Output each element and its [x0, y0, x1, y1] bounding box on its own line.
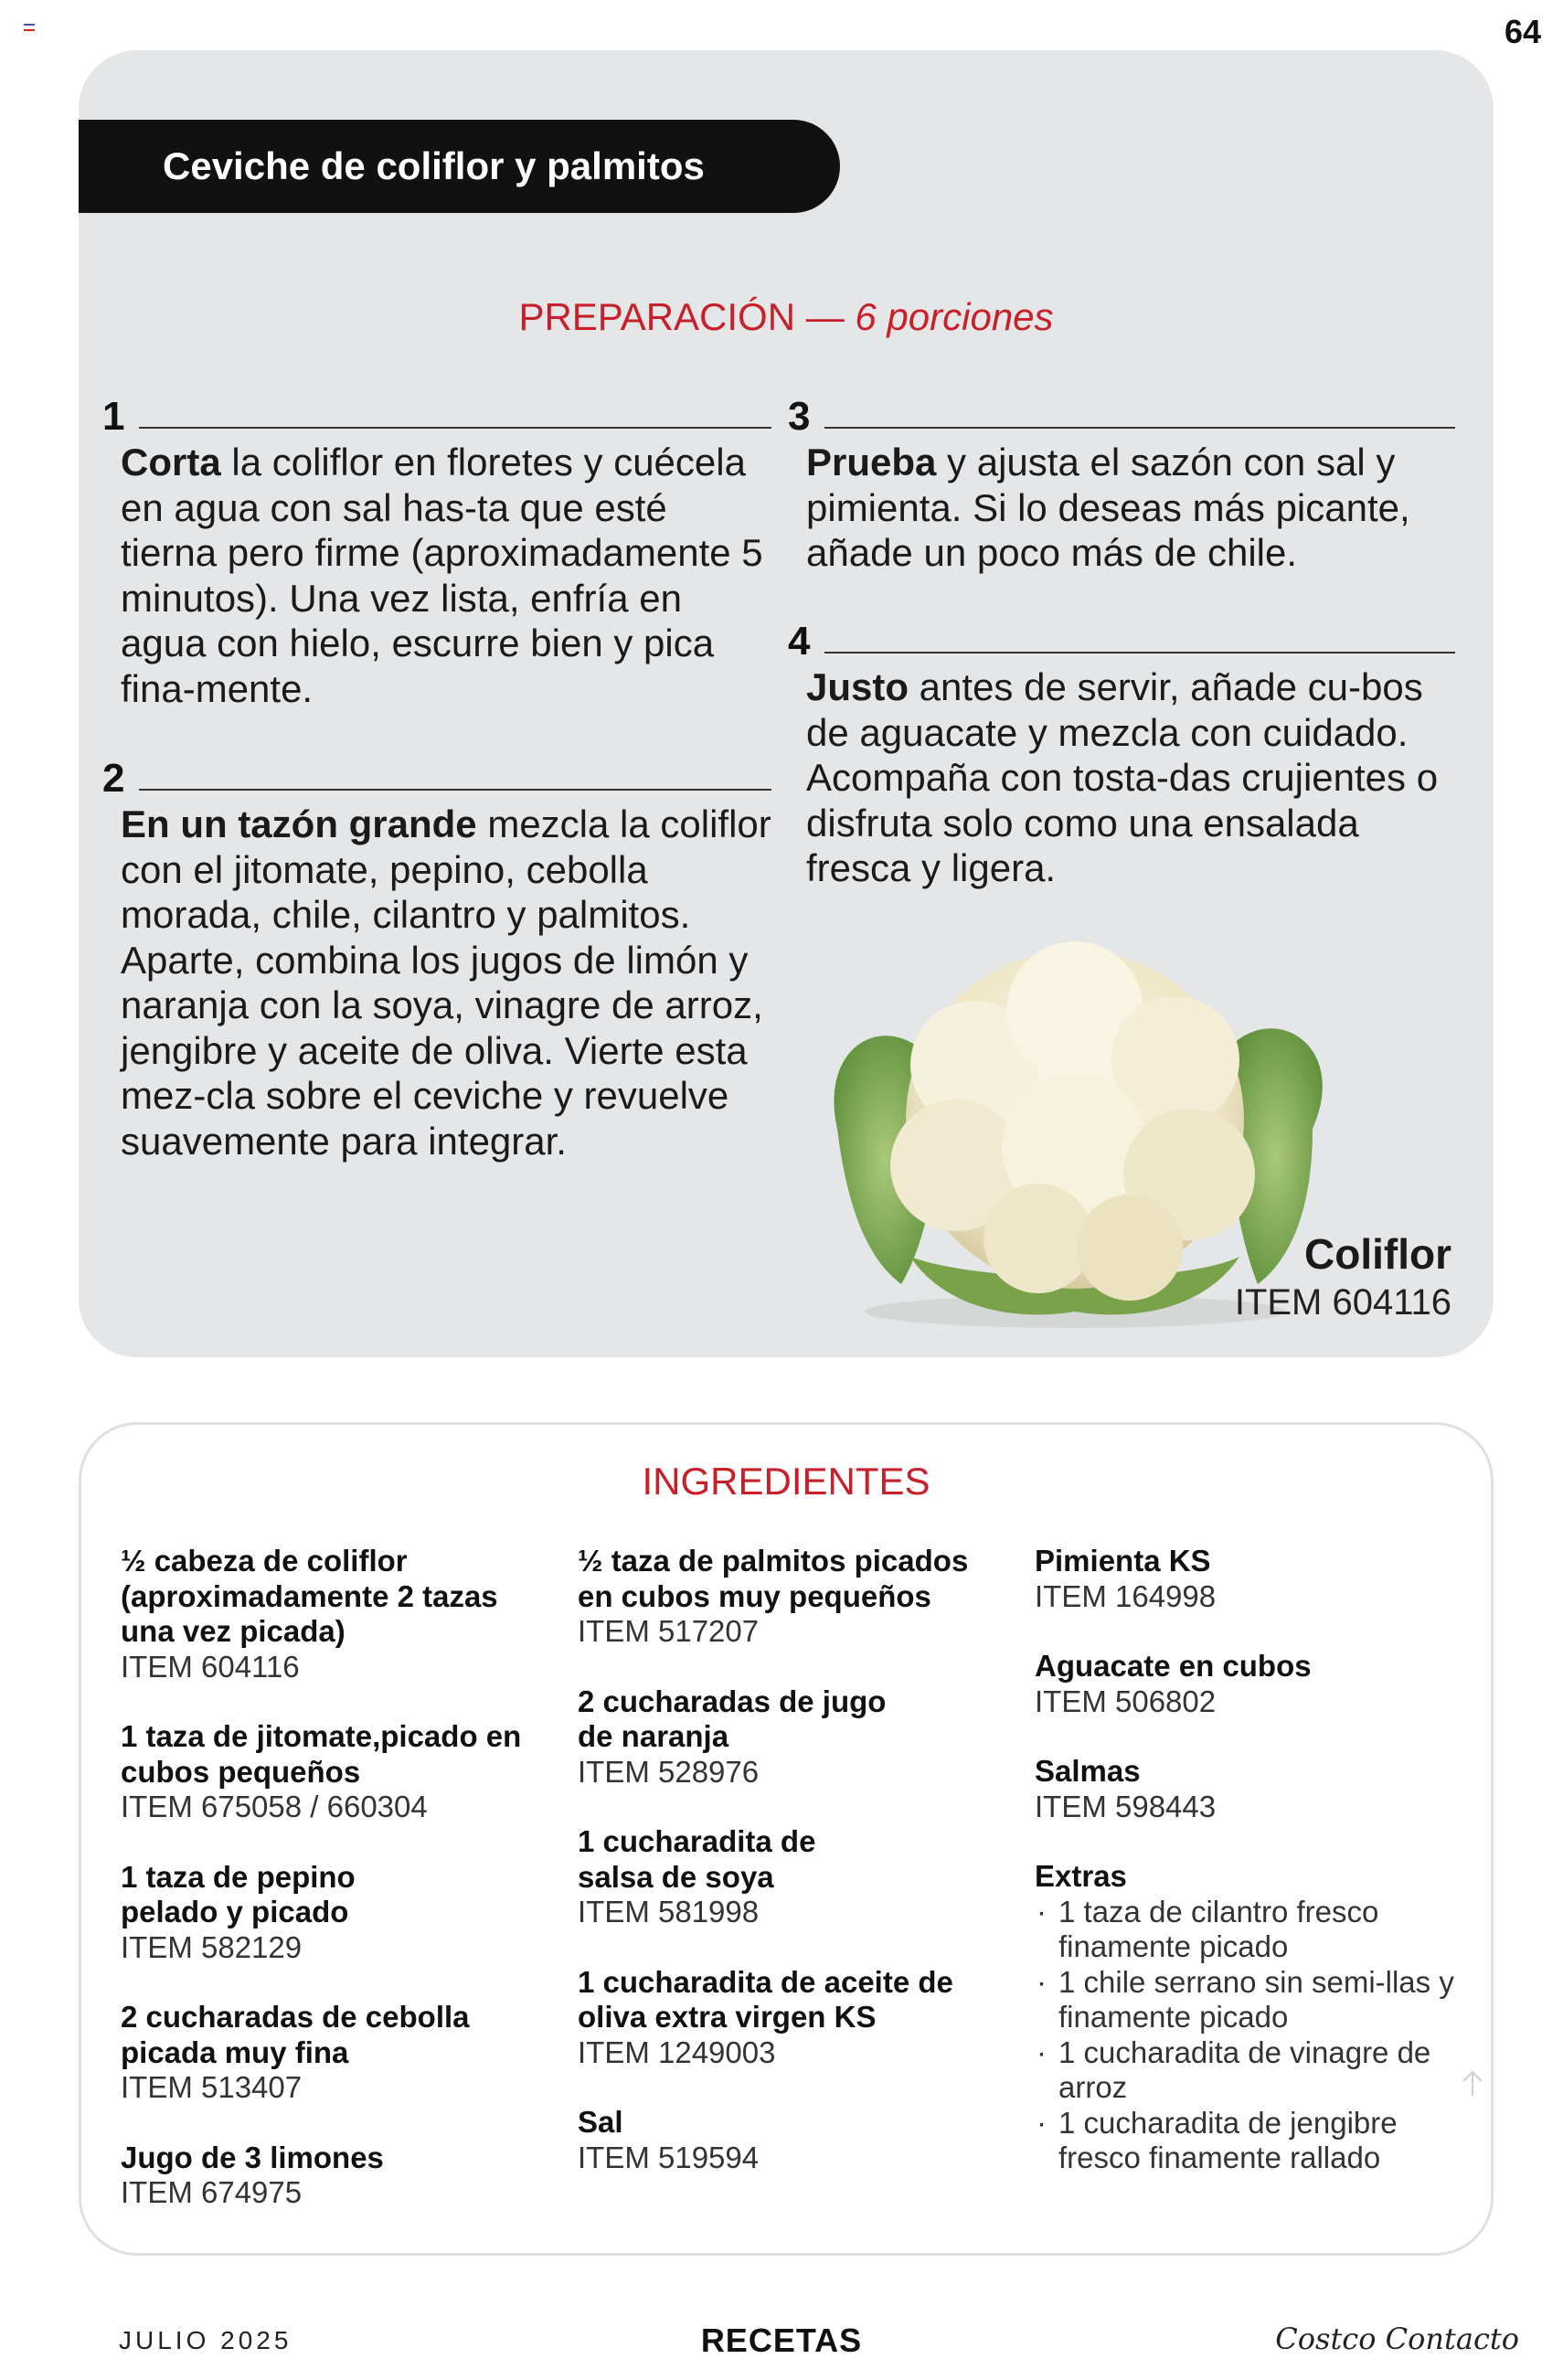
step-bold-lead: Justo: [806, 665, 909, 708]
flag-icon: [24, 24, 35, 33]
ingredient: [1035, 1544, 1455, 1614]
ingredients-heading: INGREDIENTES: [642, 1460, 930, 1503]
footer-brand: Costco Contacto: [1275, 2322, 1519, 2356]
step-body: y ajusta el sazón con sal y pimienta. Si lo deseas más picante, añade un poco más de chile.: [806, 441, 1410, 574]
step-number: 1: [102, 394, 125, 439]
ingredients-column-3: [1035, 1544, 1455, 2211]
servings: 6 porciones: [855, 295, 1054, 338]
ingredient-name: ½ cabeza de coliflor (aproximadamente 2 tazas una vez picada): [121, 1544, 498, 1648]
ingredient-name: 2 cucharadas de jugo de naranja: [578, 1684, 887, 1753]
ingredient-name: 1 cucharadita de salsa de soya: [578, 1824, 816, 1894]
preparation-heading: [79, 295, 1494, 339]
ingredient-name: Sal: [578, 2105, 623, 2139]
extras-item: · 1 taza de cilantro fresco finamente picado: [1035, 1895, 1455, 1965]
extras-item: · 1 cucharadita de jengibre fresco finamente rallado: [1035, 2106, 1455, 2176]
step-number: 3: [788, 394, 811, 439]
extras-title: Extras: [1035, 1859, 1127, 1893]
ingredient-item: ITEM 506802: [1035, 1684, 1217, 1718]
ingredient-name: 1 cucharadita de aceite de oliva extra virgen KS: [578, 1964, 953, 2034]
step-divider: [139, 789, 771, 791]
ingredient: [121, 2000, 550, 2106]
ingredient-item: ITEM 598443: [1035, 1789, 1217, 1823]
cauliflower-image: [801, 909, 1386, 1330]
ingredient-item: ITEM 604116: [121, 1649, 300, 1684]
step-divider: [824, 652, 1455, 653]
ingredient-name: 1 taza de jitomate,picado en cubos pequeños: [121, 1719, 522, 1789]
ingredient: [578, 2105, 980, 2175]
ingredient-item: ITEM 528976: [578, 1754, 760, 1789]
ingredient-item: ITEM 1249003: [578, 2035, 776, 2069]
step-number: 4: [788, 619, 811, 664]
ingredient-name: ½ taza de palmitos picados en cubos muy pequeños: [578, 1544, 969, 1613]
step-divider: [824, 427, 1455, 429]
ingredients-column-2: [578, 1544, 980, 2210]
ingredients-card: [79, 1422, 1494, 2256]
step-body: la coliflor en floretes y cuécela en agua con sal has-ta que esté tierna pero firme (aproximadamente 5 minutos). Una vez lista, enfría en agua con hielo, escurre bien y pica fina-mente.: [121, 441, 763, 710]
step-body: antes de servir, añade cu-bos de aguacate y mezcla con cuidado. Acompaña con tosta-das crujientes o disfruta solo como una ensalada fresca y ligera.: [806, 665, 1439, 889]
ingredient-name: Pimienta KS: [1035, 1544, 1211, 1578]
ingredient: [578, 1544, 980, 1650]
step-text: [121, 440, 771, 711]
recipe-card: [79, 50, 1494, 1357]
step-3: [788, 394, 1455, 576]
ingredient-item: ITEM 164998: [1035, 1578, 1217, 1613]
ingredient-item: ITEM 675058 / 660304: [121, 1790, 428, 1823]
step-bold-lead: Corta: [121, 441, 221, 483]
ingredient: [578, 1684, 980, 1790]
ingredient: [121, 2141, 550, 2211]
page-number: 64: [1504, 13, 1541, 50]
ingredient: [1035, 1649, 1455, 1719]
step-body: mezcla la coliflor con el jitomate, pepino, cebolla morada, chile, cilantro y palmitos. Aparte, combina los jugos de limón y naranja con la soya, vinagre de arroz, jengibre y aceite de oliva. Vierte esta mez-cla sobre el ceviche y revuelve suavemente para integrar.: [121, 802, 771, 1163]
ingredient-item: ITEM 582129: [121, 1929, 303, 1964]
arrow-up-icon: [1454, 2065, 1491, 2101]
step-number: 2: [102, 756, 125, 801]
ingredient: [121, 1719, 550, 1825]
ingredient: [1035, 1754, 1455, 1824]
product-item-number: ITEM 604116: [1234, 1282, 1451, 1323]
step-divider: [139, 427, 771, 429]
step-text: [806, 440, 1455, 576]
ingredient-name: Jugo de 3 limones: [121, 2140, 384, 2174]
footer-date: JULIO 2025: [119, 2326, 292, 2354]
step-text: [121, 802, 771, 1163]
extras-group: [1035, 1859, 1455, 2176]
ingredients-column-1: [121, 1544, 550, 2246]
ingredient-name: Salmas: [1035, 1754, 1141, 1788]
ingredient-item: ITEM 517207: [578, 1614, 760, 1648]
extras-list: [1035, 1895, 1455, 2176]
step-1: [102, 394, 771, 711]
ingredient: [578, 1824, 980, 1930]
step-text: [806, 664, 1455, 891]
ingredient-item: ITEM 513407: [121, 2070, 303, 2104]
extras-item: · 1 chile serrano sin semi-llas y finamente picado: [1035, 1965, 1455, 2035]
ingredient: [121, 1860, 550, 1966]
step-2: [102, 756, 771, 1163]
product-name: Coliflor: [1304, 1230, 1451, 1278]
ingredient-name: 1 taza de pepino pelado y picado: [121, 1859, 356, 1928]
ingredient-name: 2 cucharadas de cebolla picada muy fina: [121, 2000, 470, 2069]
step-4: [788, 619, 1455, 891]
ingredient-name: Aguacate en cubos: [1035, 1649, 1312, 1683]
recipe-title: Ceviche de coliflor y palmitos: [79, 120, 840, 213]
step-bold-lead: Prueba: [806, 441, 937, 483]
footer-section-title: RECETAS: [700, 2322, 863, 2359]
extras-item: · 1 cucharadita de vinagre de arroz: [1035, 2035, 1455, 2106]
ingredient-item: ITEM 581998: [578, 1895, 760, 1928]
ingredient: [121, 1544, 550, 1684]
ingredient-item: ITEM 519594: [578, 2140, 760, 2174]
ingredient-item: ITEM 674975: [121, 2175, 303, 2209]
ingredient: [578, 1965, 980, 2071]
step-bold-lead: En un tazón grande: [121, 802, 477, 845]
prep-label: PREPARACIÓN —: [518, 295, 845, 338]
